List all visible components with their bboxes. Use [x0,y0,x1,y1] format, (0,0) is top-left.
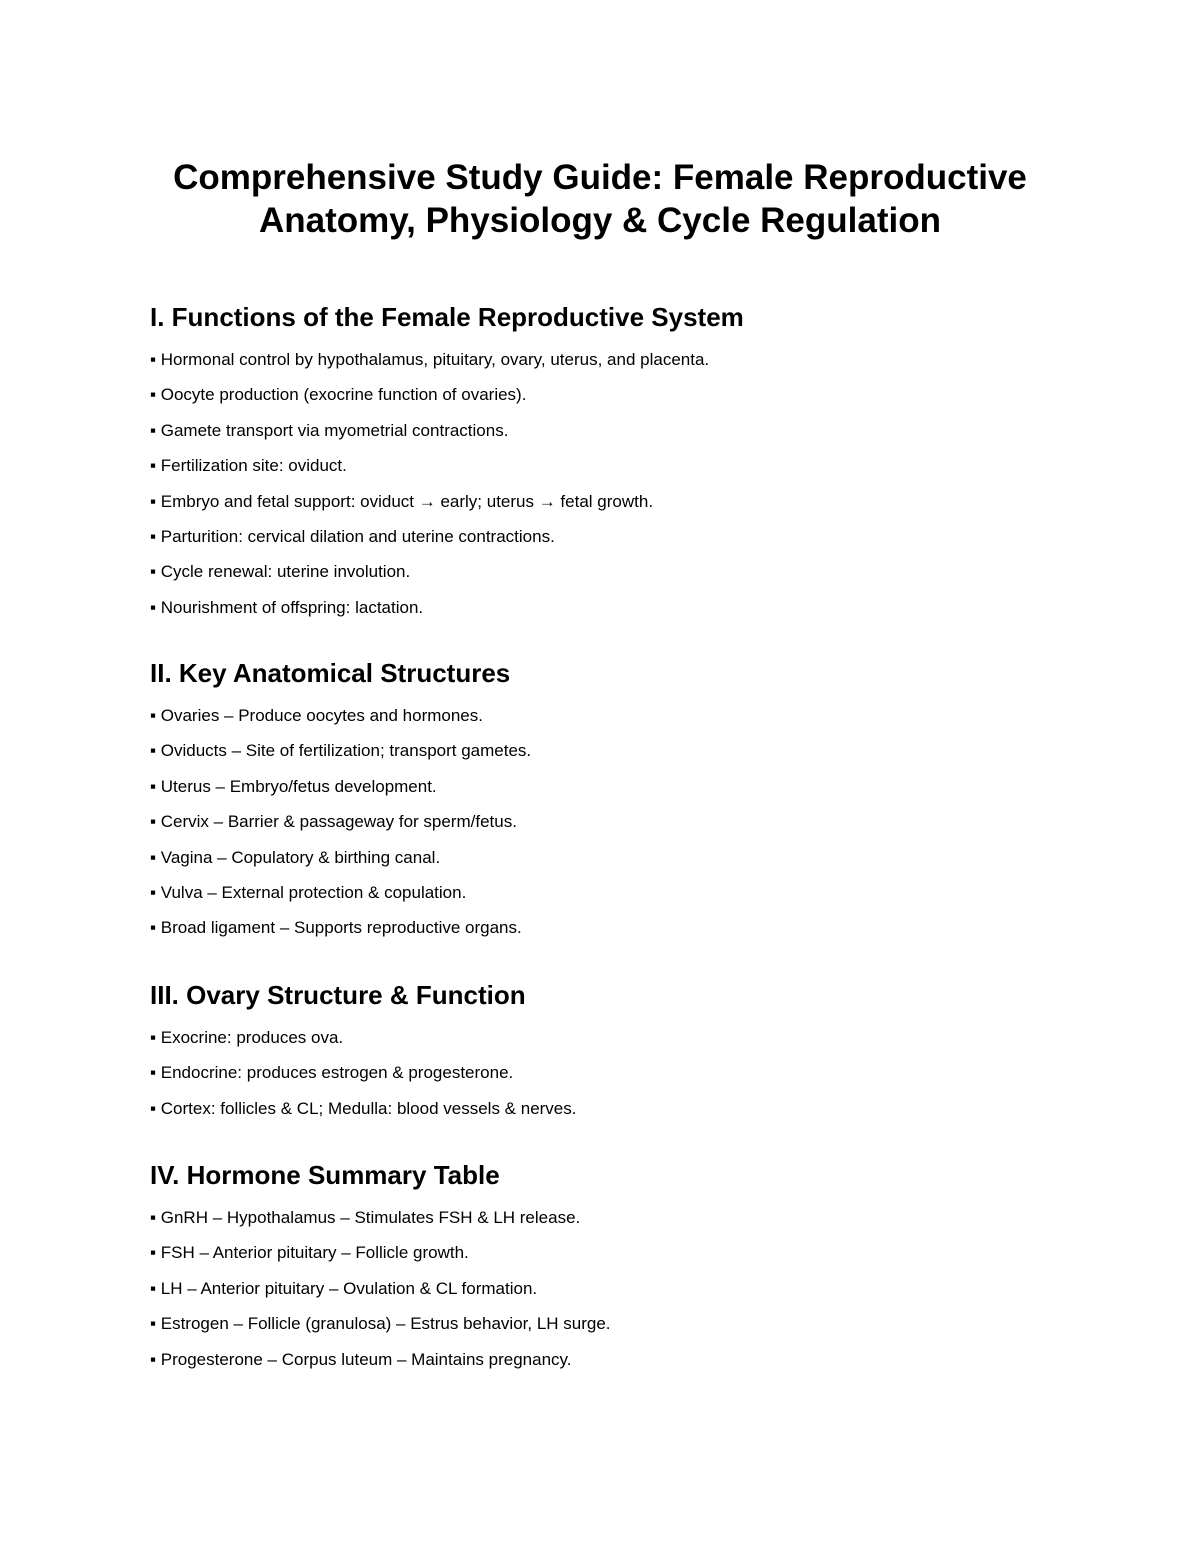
section-hormone-summary [150,1158,1070,1377]
section-ovary-structure [150,978,1070,1126]
section-heading: I. Functions of the Female Reproductive System [150,302,744,332]
list-item: ▪ Endocrine: produces estrogen & progesterone. [150,1063,514,1083]
list-item: ▪ Gamete transport via myometrial contractions. [150,420,509,440]
section-heading: IV. Hormone Summary Table [150,1160,500,1190]
bullet-list [150,342,1070,625]
list-item: ▪ Exocrine: produces ova. [150,1028,344,1047]
section-functions [150,300,1070,625]
list-item: ▪ Broad ligament – Supports reproductive organs. [150,918,522,938]
list-item: ▪ Ovaries – Produce oocytes and hormones. [150,706,483,725]
list-item: ▪ Embryo and fetal support: oviduct → early; uterus → fetal growth. [150,491,654,511]
document-title-line-2: Anatomy, Physiology & Cycle Regulation [259,201,941,240]
bullet-list [150,698,1070,946]
section-heading: III. Ovary Structure & Function [150,980,526,1010]
document-title [0,156,1200,242]
section-heading: II. Key Anatomical Structures [150,658,511,688]
list-item: ▪ Progesterone – Corpus luteum – Maintains pregnancy. [150,1349,572,1369]
list-item: ▪ Estrogen – Follicle (granulosa) – Estrus behavior, LH surge. [150,1314,611,1334]
section-anatomical-structures [150,656,1070,946]
list-item: ▪ FSH – Anterior pituitary – Follicle growth. [150,1243,469,1263]
list-item: ▪ Oviducts – Site of fertilization; transport gametes. [150,741,532,761]
bullet-list [150,1200,1070,1377]
list-item: ▪ Nourishment of offspring: lactation. [150,597,424,617]
list-item: ▪ LH – Anterior pituitary – Ovulation & CL formation. [150,1278,538,1298]
list-item: ▪ Hormonal control by hypothalamus, pituitary, ovary, uterus, and placenta. [150,350,710,369]
list-item: ▪ Uterus – Embryo/fetus development. [150,776,437,796]
bullet-list [150,1020,1070,1126]
list-item: ▪ Fertilization site: oviduct. [150,456,347,476]
list-item: ▪ GnRH – Hypothalamus – Stimulates FSH & LH release. [150,1208,581,1227]
list-item: ▪ Oocyte production (exocrine function of ovaries). [150,385,527,405]
list-item: ▪ Cortex: follicles & CL; Medulla: blood vessels & nerves. [150,1098,577,1118]
list-item: ▪ Vagina – Copulatory & birthing canal. [150,847,441,867]
document-title-line-1: Comprehensive Study Guide: Female Reproductive [173,158,1027,197]
list-item: ▪ Cycle renewal: uterine involution. [150,562,411,582]
list-item: ▪ Vulva – External protection & copulation. [150,882,467,902]
list-item: ▪ Cervix – Barrier & passageway for sperm/fetus. [150,812,517,832]
list-item: ▪ Parturition: cervical dilation and uterine contractions. [150,526,555,546]
